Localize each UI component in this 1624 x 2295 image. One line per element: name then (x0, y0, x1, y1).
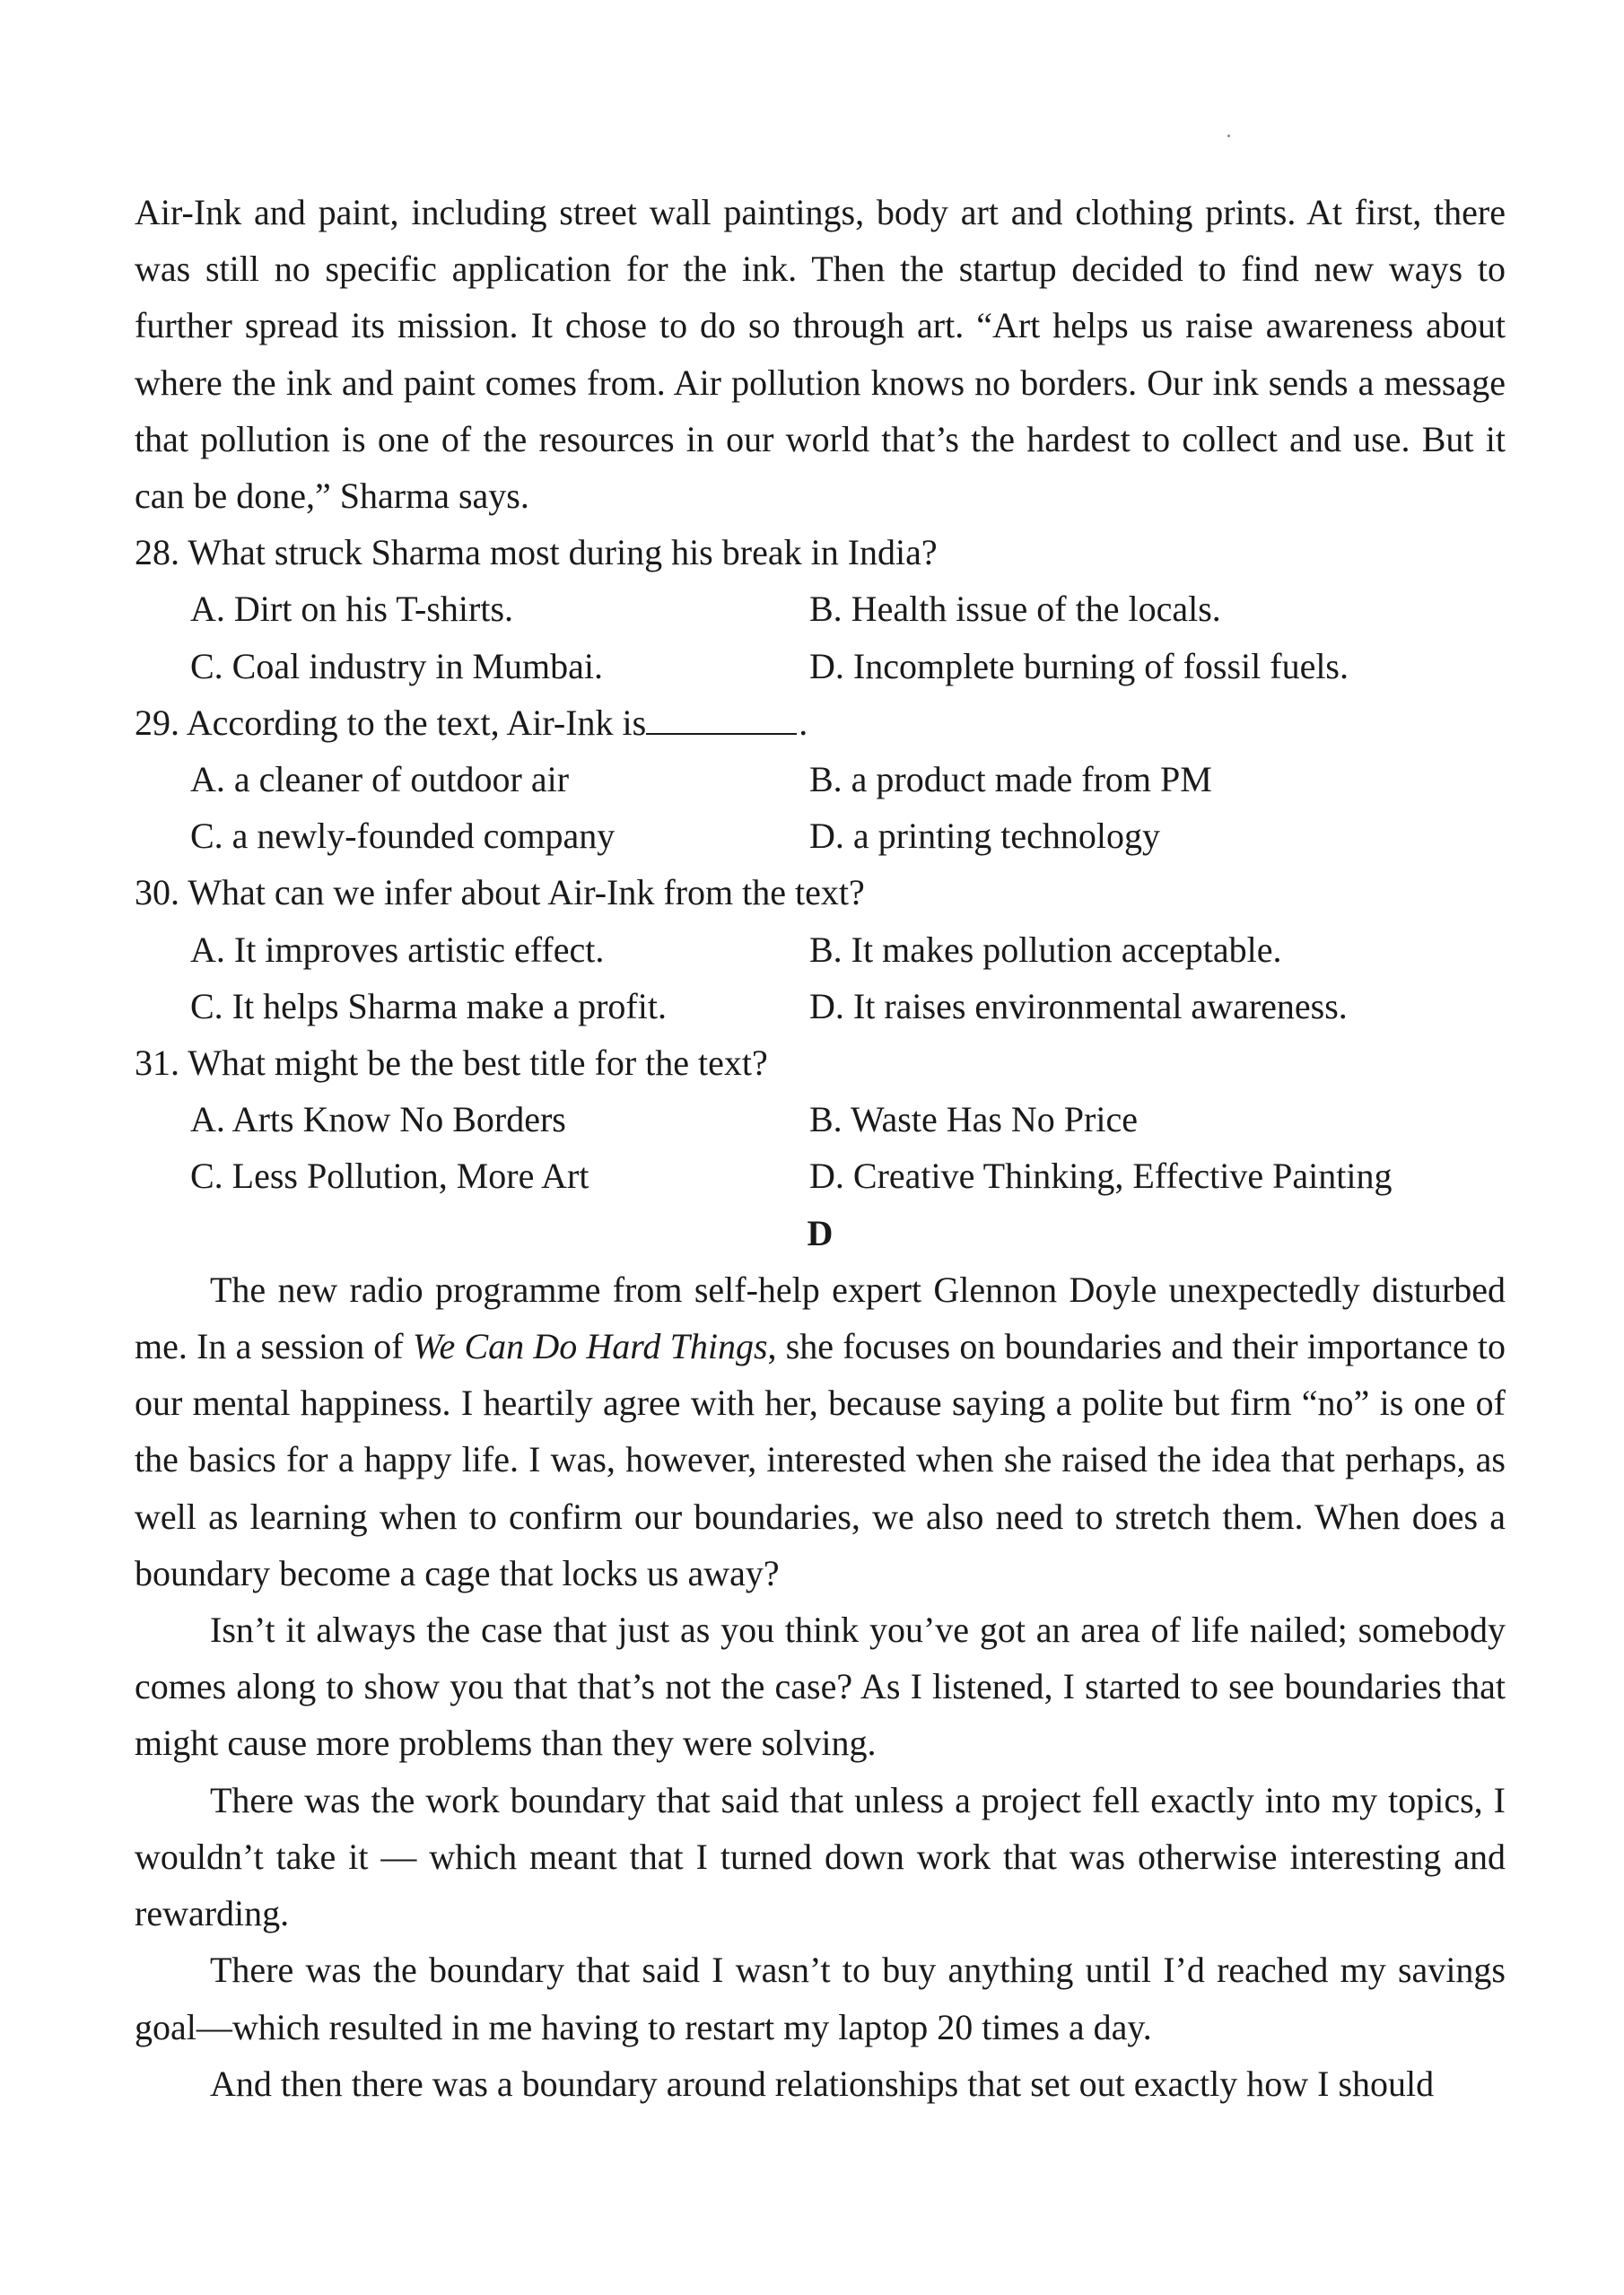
question-28-stem: 28. What struck Sharma most during his break in India? (135, 532, 938, 573)
passage-d-paragraph-4: There was the boundary that said I wasn’t to buy anything until I’d reached my savings goal—which resulted in me having to restart my laptop 20 times a day. (135, 1950, 1506, 2047)
answer-blank (646, 701, 797, 735)
question-28-option-a: A. Dirt on his T-shirts. (190, 589, 514, 630)
programme-title: We Can Do Hard Things (412, 1326, 768, 1367)
question-30-option-a: A. It improves artistic effect. (190, 929, 605, 970)
question-31-option-c: C. Less Pollution, More Art (190, 1156, 589, 1197)
question-29-stem-end: . (799, 702, 808, 743)
question-30-stem: 30. What can we infer about Air-Ink from the text? (135, 872, 865, 913)
question-29-options (135, 751, 1506, 864)
question-29-stem-text: 29. According to the text, Air-Ink is (135, 702, 647, 743)
question-31-option-b: B. Waste Has No Price (809, 1099, 1138, 1140)
question-29-option-b: B. a product made from PM (809, 759, 1212, 800)
question-28-option-c: C. Coal industry in Mumbai. (190, 645, 603, 686)
question-29-option-c: C. a newly-founded company (190, 816, 616, 857)
document-page (135, 184, 1506, 2112)
question-29-option-a: A. a cleaner of outdoor air (190, 759, 570, 800)
passage-d-paragraph-2: Isn’t it always the case that just as you think you’ve got an area of life nailed; somebody comes along to show you that that’s not the case? As I listened, I started to see boundaries that might cause more problems than they were solving. (135, 1610, 1506, 1764)
question-31-option-d: D. Creative Thinking, Effective Painting (809, 1156, 1393, 1197)
passage-d-heading: D (807, 1212, 834, 1253)
question-31-option-a: A. Arts Know No Borders (190, 1099, 566, 1140)
scan-speck (1227, 135, 1230, 137)
question-30-option-d: D. It raises environmental awareness. (809, 985, 1348, 1026)
question-31-options (135, 1091, 1506, 1204)
passage-d-p1-end: , she focuses on boundaries and their importance to our mental happiness. I heartily agree with her, because saying a polite but firm “no” is one of the basics for a happy life. I was, however, interested when she raised the idea that perhaps, as well as learning when to confirm our boundaries, we also need to stretch them. When does a boundary become a cage that locks us away? (135, 1326, 1506, 1593)
question-30-options (135, 921, 1506, 1034)
question-28-option-b: B. Health issue of the locals. (809, 589, 1221, 630)
passage-d-paragraph-3: There was the work boundary that said that unless a project fell exactly into my topics, I wouldn’t take it — which meant that I turned down work that was otherwise interesting and rewarding. (135, 1779, 1506, 1934)
passage-d-paragraph-1 (135, 1261, 1506, 1601)
question-29-option-d: D. a printing technology (809, 816, 1161, 857)
question-31-stem: 31. What might be the best title for the text? (135, 1043, 768, 1084)
question-29-stem (135, 694, 1506, 751)
question-28-options (135, 580, 1506, 694)
question-30-option-b: B. It makes pollution acceptable. (809, 929, 1282, 970)
passage-d-p1-start: The new radio programme from self-help expert Glennon Doyle unexpectedly disturbed me. In a session of (135, 1269, 1506, 1367)
passage-c-ending: Air-Ink and paint, including street wall paintings, body art and clothing prints. At first, there was still no specific application for the ink. Then the startup decided to find new ways to further spread its mission. It chose to do so through art. “Art helps us raise awareness about where the ink and paint comes from. Air pollution knows no borders. Our ink sends a message that pollution is one of the resources in our world that’s the hardest to collect and use. But it can be done,” Sharma says. (135, 192, 1506, 517)
question-30-option-c: C. It helps Sharma make a profit. (190, 985, 667, 1026)
passage-d-paragraph-5: And then there was a boundary around relationships that set out exactly how I should (210, 2063, 1435, 2104)
question-28-option-d: D. Incomplete burning of fossil fuels. (809, 645, 1349, 686)
